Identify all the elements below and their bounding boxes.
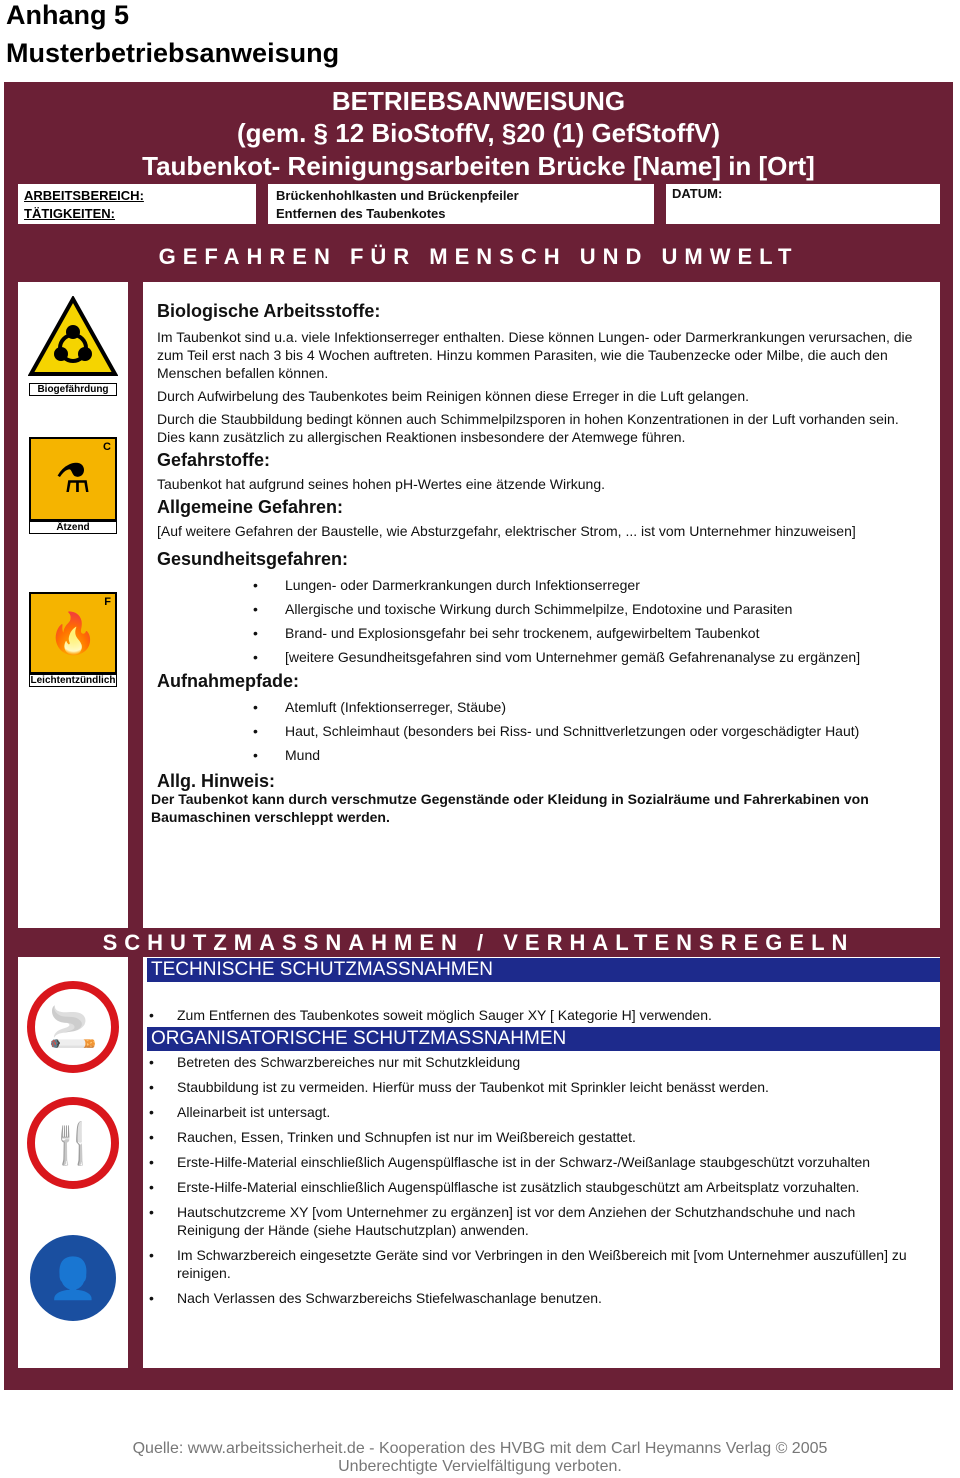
operating-instruction-sheet (4, 82, 953, 1390)
list-item: • Betreten des Schwarzbereiches nur mit Schutzkleidung (177, 1053, 910, 1071)
corrosive-icon: C ⚗ (29, 437, 117, 521)
sheet-subtitle: (gem. § 12 BioStoffV, §20 (1) GefStoffV) (236, 118, 721, 148)
source-footer: Quelle: www.arbeitssicherheit.de - Kooperation des HVBG mit dem Carl Heymanns Verlag © 2005 (132, 1440, 828, 1457)
list-item: • Allergische und toxische Wirkung durch Schimmelpilze, Endotoxine und Parasiten (285, 600, 926, 618)
technical-list (143, 1006, 940, 1024)
date-label: DATUM: (672, 186, 723, 201)
hazmat-title: Gefahrstoffe: (157, 450, 271, 470)
protective-clothing-icon: 👤 (18, 1235, 128, 1321)
activities-value: Entfernen des Taubenkotes (276, 206, 446, 221)
area-value: Brückenhohlkasten und Brückenpfeiler (276, 188, 519, 203)
flammable-sign (18, 592, 128, 687)
list-item: • Haut, Schleimhaut (besonders bei Riss- und Schnittverletzungen oder vorgeschädigter Haut) (285, 722, 926, 740)
list-item: • Rauchen, Essen, Trinken und Schnupfen ist nur im Weißbereich gestattet. (177, 1128, 910, 1146)
note-text: Der Taubenkot kann durch verschmutze Gegenstände oder Kleidung in Sozialräume und Fahrerkabinen von Baumaschinen verschleppt werden. (151, 791, 869, 825)
no-eating-icon: 🍴 (18, 1097, 128, 1189)
corrosive-sign (18, 437, 128, 534)
list-item: • Staubbildung ist zu vermeiden. Hierfür muss der Taubenkot mit Sprinkler leicht benässt werden. (177, 1078, 910, 1096)
hazards-panel (143, 282, 940, 928)
bio-title: Biologische Arbeitsstoffe: (157, 301, 381, 321)
bio-text-1: Im Taubenkot sind u.a. viele Infektionserreger enthalten. Diese können Lungen- oder Darmerkrankungen verursachen, die zum Teil erst nach 3 bis 4 Wochen auftreten. Hinzu kommen Parasiten, wie die Taubenzecke oder Milbe, die auch den Menschen befallen können. (157, 329, 913, 381)
list-item: • Alleinarbeit ist untersagt. (177, 1103, 910, 1121)
prohibition-icons-panel (18, 957, 128, 1368)
general-text: [Auf weitere Gefahren der Baustelle, wie Absturzgefahr, elektrischer Strom, ... ist vom Unternehmer hinzuweisen] (157, 523, 856, 539)
organisational-list (143, 1053, 940, 1307)
bio-text-3: Durch die Staubbildung bedingt können auch Schimmelpilzsporen in hohen Konzentrationen in der Luft vorhanden sein. Dies kann zusätzlich zu allergischen Reaktionen insbesondere der Atemwege führen. (157, 411, 899, 445)
biohazard-label: Biogefährdung (29, 383, 117, 396)
bio-text-2: Durch Aufwirbelung des Taubenkotes beim Reinigen können diese Erreger in die Luft gelangen. (157, 388, 750, 404)
health-title: Gesundheitsgefahren: (157, 549, 349, 569)
exposure-list (157, 698, 926, 764)
technical-measures-bar: TECHNISCHE SCHUTZMASSNAHMEN (147, 958, 940, 982)
labels-box (18, 184, 256, 224)
biohazard-sign (18, 296, 128, 396)
hazard-icons-panel (18, 282, 128, 928)
copyright-footer: Unberechtigte Vervielfältigung verboten. (338, 1458, 622, 1475)
list-item: • Im Schwarzbereich eingesetzte Geräte sind vor Verbringen in den Weißbereich mit [vom Unternehmer auszufüllen] zu reinigen. (177, 1246, 910, 1282)
values-box (268, 184, 654, 224)
organisational-measures-bar: ORGANISATORISCHE SCHUTZMASSNAHMEN (147, 1027, 940, 1051)
list-item: • Erste-Hilfe-Material einschließlich Augenspülflasche ist in der Schwarz-/Weißanlage staubgeschützt vorzuhalten (177, 1153, 910, 1171)
note-title: Allg. Hinweis: (157, 771, 276, 791)
list-item: • Mund (285, 746, 926, 764)
list-item: • Zum Entfernen des Taubenkotes soweit möglich Sauger XY [ Kategorie H] verwenden. (177, 1006, 940, 1024)
flame-icon: F 🔥 (29, 592, 117, 674)
hazmat-text: Taubenkot hat aufgrund seines hohen pH-Wertes eine ätzende Wirkung. (157, 476, 606, 492)
list-item: • [weitere Gesundheitsgefahren sind vom Unternehmer gemäß Gefahrenanalyse zu ergänzen] (285, 648, 926, 666)
list-item: • Erste-Hilfe-Material einschließlich Augenspülflasche ist zusätzlich staubgeschützt am Arbeitsplatz vorzuhalten. (177, 1178, 910, 1196)
appendix-heading: Anhang 5 (6, 0, 130, 30)
date-box (666, 184, 940, 224)
corrosive-label: Ätzend (29, 521, 117, 534)
document-heading: Musterbetriebsanweisung (6, 38, 340, 68)
list-item: • Atemluft (Infektionserreger, Stäube) (285, 698, 926, 716)
measures-panel (143, 957, 940, 1368)
hazards-heading: GEFAHREN FÜR MENSCH UND UMWELT (158, 244, 799, 269)
sheet-title: BETRIEBSANWEISUNG (331, 86, 626, 116)
biohazard-icon (28, 296, 118, 378)
list-item: • Nach Verlassen des Schwarzbereichs Stiefelwaschanlage benutzen. (177, 1289, 910, 1307)
no-smoking-icon: 🚬 (18, 981, 128, 1073)
list-item: • Hautschutzcreme XY [vom Unternehmer zu ergänzen] ist vor dem Anziehen der Schutzhandschuhe und nach Reinigung der Hände (siehe Hautschutzplan) anwenden. (177, 1203, 910, 1239)
measures-heading: SCHUTZMASSNAHMEN / VERHALTENSREGELN (102, 930, 855, 955)
activities-label: TÄTIGKEITEN: (24, 206, 115, 221)
area-label: ARBEITSBEREICH: (24, 188, 144, 203)
list-item: • Brand- und Explosionsgefahr bei sehr trockenem, aufgewirbeltem Taubenkot (285, 624, 926, 642)
general-title: Allgemeine Gefahren: (157, 497, 344, 517)
list-item: • Lungen- oder Darmerkrankungen durch Infektionserreger (285, 576, 926, 594)
task-title: Taubenkot- Reinigungsarbeiten Brücke [Name] in [Ort] (142, 151, 815, 181)
flammable-label: Leichtentzündlich (30, 675, 116, 686)
health-list (157, 576, 926, 666)
exposure-title: Aufnahmepfade: (157, 671, 300, 691)
